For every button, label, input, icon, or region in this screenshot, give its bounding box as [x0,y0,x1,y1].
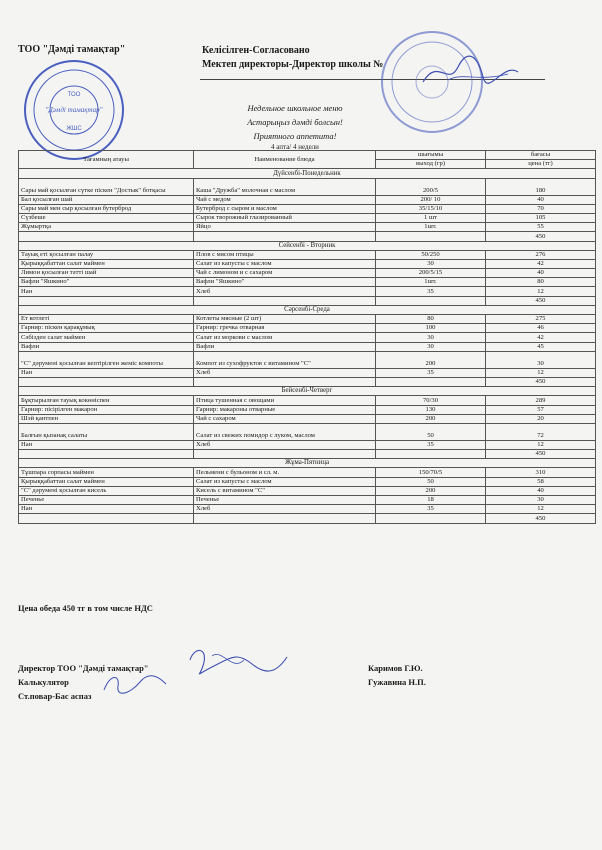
table-row [19,405,596,414]
table-row [19,178,596,195]
dish-yield: 30 [376,333,486,342]
week-label: 4 апта/ 4 недели [271,143,319,151]
bottom-signature-1 [182,642,292,682]
dish-name-kz: Балғын қызанақ салаты [19,423,194,440]
total-row [19,377,596,386]
dish-name-ru: Вафли "Яшкино" [194,278,376,287]
dish-price: 42 [486,333,596,342]
day-total: 450 [486,296,596,305]
day-name: Дүйсенбі-Понедельник [19,169,596,178]
dish-price: 20 [486,414,596,423]
dish-yield: 200 [376,351,486,368]
dish-yield: 200 [376,414,486,423]
dish-yield: 35 [376,505,486,514]
dish-price: 275 [486,315,596,324]
dish-name-ru: Чай с сахаром [194,414,376,423]
total-empty-cell [194,232,376,241]
dish-name-ru: Чай с лимоном и с сахаром [194,269,376,278]
table-row [19,368,596,377]
company-name: ТОО "Дәмді тамақтар" [18,44,126,55]
table-row [19,440,596,449]
table-row [19,195,596,204]
table-row [19,486,596,495]
day-row [19,459,596,468]
total-empty-cell [376,450,486,459]
dish-name-kz: Қырыққабаттан салат маймен [19,259,194,268]
table-row [19,342,596,351]
table-row [19,204,596,213]
dish-price: 72 [486,423,596,440]
tagline-bon-appetit-kz: Астарыңыз дәмді болсын! [247,117,343,127]
dish-price: 105 [486,213,596,222]
total-empty-cell [19,296,194,305]
table-header-row [19,151,596,160]
day-total: 450 [486,514,596,523]
total-row [19,450,596,459]
dish-name-kz: Нан [19,440,194,449]
table-row [19,250,596,259]
dish-price: 45 [486,342,596,351]
dish-name-kz: Жұмыртқа [19,223,194,232]
dish-name-kz: Нан [19,368,194,377]
dish-name-kz: Сәбізден салат маймен [19,333,194,342]
dish-name-kz: Сүзбеше [19,213,194,222]
director-label: Директор ТОО "Дәмді тамақтар" [18,663,149,673]
table-row [19,269,596,278]
table-row [19,468,596,477]
dish-name-ru: Плов с мясом птицы [194,250,376,259]
day-name: Бейсенбі-Четверг [19,387,596,396]
table-row [19,423,596,440]
dish-name-ru: Сырок творожный глазированный [194,213,376,222]
total-empty-cell [19,377,194,386]
day-name: Сейсенбі - Вторник [19,241,596,250]
day-total: 450 [486,232,596,241]
total-empty-cell [376,514,486,523]
dish-yield: 50 [376,423,486,440]
table-row [19,213,596,222]
col-header-yield-ru: выход (гр) [376,160,486,169]
dish-name-kz: Лимон қосылған тәтті шай [19,269,194,278]
company-stamp [22,58,126,162]
dish-name-kz: Ет котлеті [19,315,194,324]
total-empty-cell [376,296,486,305]
dish-yield: 200 [376,486,486,495]
calculator-label: Калькулятор [18,677,69,687]
dish-name-ru: Печенье [194,496,376,505]
dish-price: 46 [486,324,596,333]
price-note: Цена обеда 450 тг в том числе НДС [18,603,153,613]
dish-name-ru: Кисель с витамином "С" [194,486,376,495]
dish-price: 180 [486,178,596,195]
dish-price: 289 [486,396,596,405]
table-row [19,287,596,296]
col-header-ru: Наименование блюда [194,151,376,169]
dish-name-kz: "С" дәрумені қосылған кисель [19,486,194,495]
dish-name-kz: Тұшпара сорпасы маймен [19,468,194,477]
dish-name-ru: Хлеб [194,368,376,377]
dish-name-ru: Птица тушенная с овощами [194,396,376,405]
day-row [19,305,596,314]
dish-name-ru: Каша "Дружба" молочная с маслом [194,178,376,195]
menu-table [18,150,596,524]
dish-yield: 200/ 10 [376,195,486,204]
dish-price: 55 [486,223,596,232]
dish-name-kz: Гарнир: піскен қарақұмық [19,324,194,333]
total-empty-cell [376,232,486,241]
dish-name-kz: "С" дәрумені қосылған кептірілген жеміс компоты [19,351,194,368]
dish-price: 40 [486,486,596,495]
total-empty-cell [194,450,376,459]
dish-yield: 1 шт [376,213,486,222]
table-row [19,278,596,287]
dish-name-kz: Сары май қосылған сүтке піскен "Достык" ботқасы [19,178,194,195]
day-total: 450 [486,450,596,459]
dish-yield: 35/15/10 [376,204,486,213]
stamp-center: "Дәмді тамақтар" [45,106,103,114]
dish-name-ru: Гарнир: макароны отварные [194,405,376,414]
dish-name-ru: Салат из моркови с маслом [194,333,376,342]
dish-price: 12 [486,287,596,296]
dish-name-ru: Хлеб [194,287,376,296]
dish-price: 12 [486,368,596,377]
dish-name-ru: Бутерброд с сыром и маслом [194,204,376,213]
dish-yield: 150/70/5 [376,468,486,477]
dish-price: 57 [486,405,596,414]
dish-yield: 200/5/15 [376,269,486,278]
dish-price: 276 [486,250,596,259]
tagline-weekly-menu: Недельное школьное меню [247,103,343,113]
total-empty-cell [194,296,376,305]
director-line: Мектеп директоры-Директор школы № [202,59,384,70]
table-row [19,396,596,405]
dish-yield: 35 [376,287,486,296]
table-row [19,505,596,514]
total-empty-cell [19,450,194,459]
dish-name-kz: Сары май мен сыр қосылған бутерброд [19,204,194,213]
dish-yield: 18 [376,496,486,505]
table-row [19,414,596,423]
dish-yield: 50/250 [376,250,486,259]
dish-price: 40 [486,195,596,204]
dish-price: 42 [486,259,596,268]
table-row [19,324,596,333]
dish-name-kz: Печенье [19,496,194,505]
dish-name-kz: Гарнир: пісірілген макарон [19,405,194,414]
day-row [19,169,596,178]
tagline-bon-appetit-ru: Приятного аппетита! [253,131,337,141]
dish-name-kz: Бал қосылған шай [19,195,194,204]
cook-label: Ст.повар-Бас аспаз [18,691,92,701]
dish-name-ru: Хлеб [194,505,376,514]
dish-name-kz: Вафли [19,342,194,351]
dish-name-ru: Чай с медом [194,195,376,204]
dish-name-kz: Нан [19,505,194,514]
total-empty-cell [19,514,194,523]
dish-name-ru: Компот из сухофруктов с витамином "С" [194,351,376,368]
dish-yield: 200/5 [376,178,486,195]
dish-name-ru: Салат из капусты с маслом [194,259,376,268]
dish-name-kz: Тауық еті қосылған палау [19,250,194,259]
dish-name-ru: Салат из капусты с маслом [194,477,376,486]
dish-yield: 80 [376,315,486,324]
day-row [19,241,596,250]
dish-name-ru: Хлеб [194,440,376,449]
table-row [19,477,596,486]
stamp-org: ТОО [67,92,81,98]
dish-price: 70 [486,204,596,213]
dish-price: 12 [486,505,596,514]
day-name: Сәрсенбі-Среда [19,305,596,314]
dish-yield: 1шт. [376,278,486,287]
dish-name-kz: Вафли "Яшкино" [19,278,194,287]
dish-name-kz: Нан [19,287,194,296]
total-row [19,232,596,241]
dish-price: 12 [486,440,596,449]
dish-price: 80 [486,278,596,287]
dish-name-kz: Шэй қантпен [19,414,194,423]
table-row [19,259,596,268]
dish-price: 310 [486,468,596,477]
total-empty-cell [194,377,376,386]
table-row [19,333,596,342]
dish-price: 30 [486,496,596,505]
col-header-price-ru: цена (тг) [486,160,596,169]
table-row [19,315,596,324]
tagline-block [200,101,390,143]
total-row [19,514,596,523]
col-header-yield-kz: шығымы [376,151,486,160]
stamp-bottom: ЖШС [66,126,82,132]
director-name: Каримов Г.Ю. [368,663,423,673]
table-row [19,496,596,505]
dish-yield: 35 [376,368,486,377]
day-total: 450 [486,377,596,386]
dish-yield: 30 [376,259,486,268]
approval-title: Келісілген-Согласовано [202,45,310,56]
dish-yield: 30 [376,342,486,351]
total-row [19,296,596,305]
dish-name-ru: Пельмени с бульоном и сл. м. [194,468,376,477]
dish-yield: 70/30 [376,396,486,405]
dish-name-ru: Вафли [194,342,376,351]
bottom-signature-2 [100,670,170,698]
dish-price: 40 [486,269,596,278]
dish-price: 30 [486,351,596,368]
dish-name-ru: Гарнир: гречка отварная [194,324,376,333]
day-row [19,387,596,396]
table-row [19,223,596,232]
dish-name-kz: Бұқтырылған тауық кокөніспен [19,396,194,405]
dish-yield: 1шт. [376,223,486,232]
dish-name-ru: Салат из свежих помидор с луком, маслом [194,423,376,440]
total-empty-cell [19,232,194,241]
day-name: Жұма-Пятница [19,459,596,468]
dish-yield: 130 [376,405,486,414]
dish-name-ru: Котлеты мясные (2 шт) [194,315,376,324]
dish-name-ru: Яйцо [194,223,376,232]
col-header-kz: Тағамның атауы [19,151,194,169]
calculator-name: Гужавина Н.П. [368,677,426,687]
dish-yield: 35 [376,440,486,449]
table-row [19,351,596,368]
dish-name-kz: Қырыққабаттан салат маймен [19,477,194,486]
col-header-price-kz: бағасы [486,151,596,160]
approval-block [202,44,383,72]
total-empty-cell [194,514,376,523]
director-signature [418,52,528,92]
dish-yield: 100 [376,324,486,333]
dish-yield: 50 [376,477,486,486]
total-empty-cell [376,377,486,386]
dish-price: 58 [486,477,596,486]
